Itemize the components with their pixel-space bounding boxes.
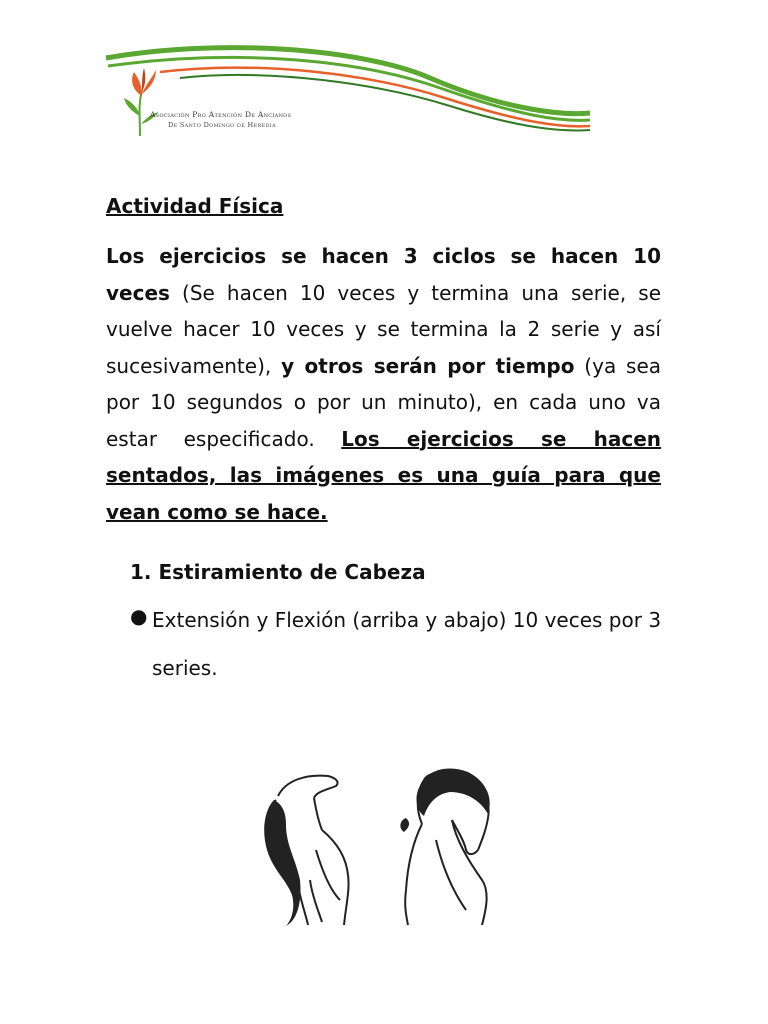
- org-name-line2: De Santo Domingo de Heredia: [168, 121, 276, 129]
- letterhead: [100, 38, 600, 148]
- bullet-text-line1: Extensión y Flexión (arriba y abajo) 10 veces por 3: [152, 608, 662, 632]
- paragraph-bold-time: y otros serán por tiempo: [281, 353, 575, 378]
- instructions-paragraph: [106, 238, 661, 530]
- paragraph-underlined-note: Los ejercicios se hacen sentados, las imágenes es una guía para que vean como se hace.: [106, 426, 661, 524]
- bullet-text-line2: series.: [152, 656, 218, 680]
- section-number: 1.: [130, 560, 152, 584]
- paragraph-text-2: (ya sea por 10 segundos o por un minuto), en cada uno va estar especificado.: [106, 353, 662, 451]
- section-heading: [130, 560, 426, 584]
- paragraph-bold-cycles: Los ejercicios se hacen 3 ciclos se hacen 10 veces: [106, 244, 661, 305]
- flower-logo-icon: [122, 66, 162, 138]
- neck-stretch-illustration: [256, 700, 516, 930]
- paragraph-text-1: (Se hacen 10 veces y termina una serie, se vuelve hacer 10 veces y se termina la 2 serie y así sucesivamente),: [106, 280, 661, 378]
- section-title: Estiramiento de Cabeza: [158, 560, 426, 584]
- document-title: Actividad Física: [106, 194, 284, 218]
- bullet-dot-icon: ●: [130, 604, 148, 628]
- org-name-line1: Asociación Pro Atención De Ancianos: [150, 110, 292, 119]
